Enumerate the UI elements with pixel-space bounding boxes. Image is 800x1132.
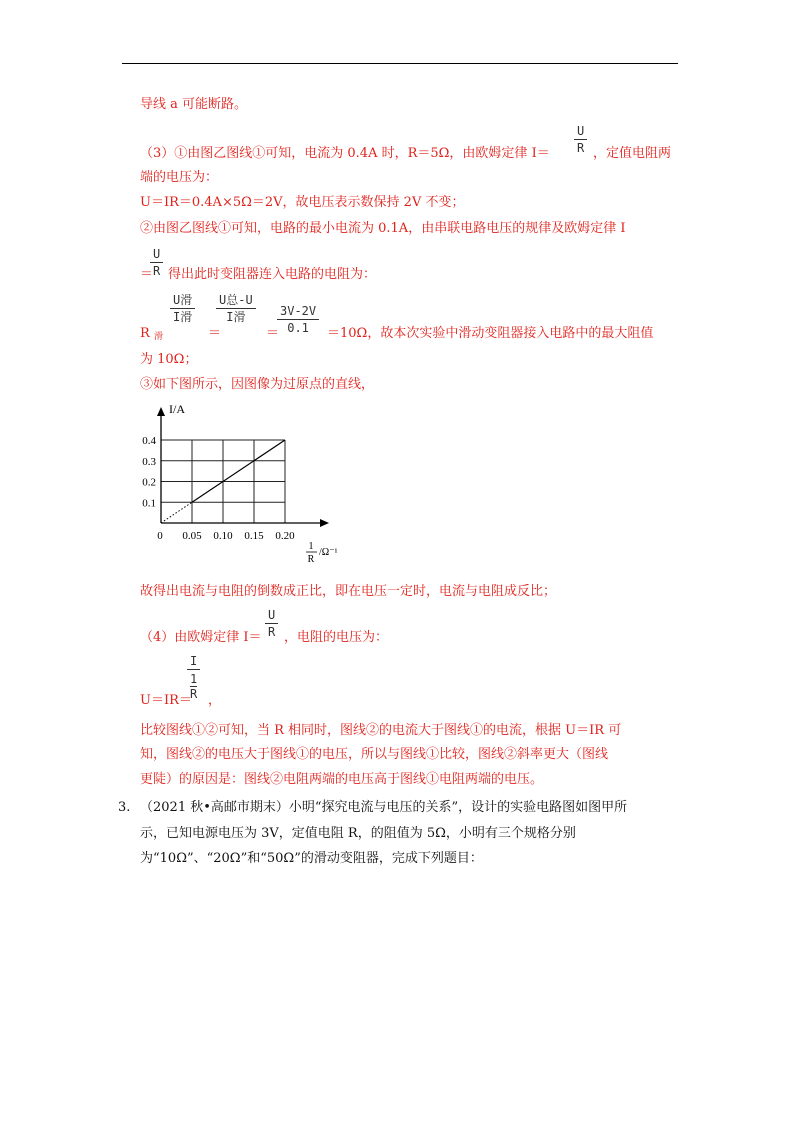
answer-line-5: ②由图乙图线①可知，电路的最小电流为 0.1A，由串联电路电压的规律及欧姆定律 I — [140, 221, 626, 236]
r-hua-label — [140, 326, 163, 345]
answer-line-13: 比较图线①②可知，当 R 相同时，图线②的电流大于图线①的电流，根据 U＝IR 可 — [140, 723, 622, 738]
inner-denominator: R — [190, 687, 198, 701]
x-tick-label: 0.15 — [244, 530, 264, 542]
answer-line-9: ③如下图所示，因图像为过原点的直线， — [140, 377, 375, 392]
x-axis-label-unit: /Ω⁻¹ — [319, 547, 338, 558]
equals-sign-1: ＝ — [140, 267, 154, 282]
fraction-3v-2v-over-0-1 — [277, 304, 319, 335]
answer-line-8: 为 10Ω； — [140, 352, 198, 367]
answer-line-6: 得出此时变阻器连入电路的电阻为： — [168, 267, 377, 282]
fraction-u-zong-minus-u-over-i-hua — [216, 293, 256, 324]
fraction-numerator: U — [150, 247, 163, 263]
answer-line-11b: ，电阻的电压为： — [284, 630, 389, 645]
problem-line-3: 为“10Ω”、“20Ω”和“50Ω”的滑动变阻器，完成下列题目： — [140, 851, 483, 866]
problem-line-1: （2021 秋•高邮市期末）小明“探究电流与电压的关系”，设计的实验电路图如图甲所 — [140, 800, 628, 815]
y-tick-label: 0.3 — [142, 455, 156, 468]
y-axis-label: I/A — [169, 402, 185, 416]
fraction-u-hua-over-i-hua — [170, 293, 195, 324]
fraction-numerator: U滑 — [170, 293, 195, 309]
inner-numerator: 1 — [190, 672, 198, 686]
origin-label: 0 — [157, 530, 163, 542]
fraction-numerator: U — [265, 608, 278, 624]
fraction-numerator: U — [574, 124, 587, 140]
trailing-comma: ， — [208, 693, 222, 708]
y-tick-label: 0.4 — [142, 435, 156, 447]
answer-line-2b: ，定值电阻两 — [593, 146, 672, 161]
problem-number: 3. — [118, 800, 131, 815]
y-tick-label: 0.2 — [142, 476, 156, 489]
x-tick-label: 0.10 — [213, 530, 233, 542]
x-axis-label-denominator: R — [307, 554, 315, 565]
answer-line-1: 导线 a 可能断路。 — [140, 97, 248, 112]
fraction-i-over-inverse-r — [187, 654, 200, 701]
answer-line-2a: （3）①由图乙图线①可知，电流为 0.4A 时，R＝5Ω，由欧姆定律 I＝ — [140, 146, 550, 161]
x-tick-label: 0.20 — [275, 530, 295, 542]
fraction-u-over-r-3 — [265, 608, 278, 639]
answer-line-12: U＝IR＝ — [140, 693, 192, 708]
answer-line-4: U＝IR＝0.4A×5Ω＝2V，故电压表示数保持 2V 不变； — [140, 195, 465, 210]
current-vs-inverse-resistance-chart — [140, 400, 360, 565]
fraction-numerator: 3V-2V — [277, 304, 319, 320]
answer-line-14: 知，图线②的电压大于图线①的电压，所以与图线①比较，图线②斜率更大（图线 — [140, 747, 609, 762]
problem-line-2: 示，已知电源电压为 3V，定值电阻 R，的阻值为 5Ω，小明有三个规格分别 — [140, 826, 576, 841]
fraction-denominator: I滑 — [173, 310, 193, 324]
answer-line-15: 更陡）的原因是：图线②电阻两端的电压高于图线①电阻两端的电压。 — [140, 772, 544, 787]
fraction-denominator: I滑 — [226, 310, 246, 324]
fraction-denominator: R — [268, 625, 276, 639]
answer-line-11a: （4）由欧姆定律 I＝ — [140, 630, 262, 645]
x-axis-label-numerator: 1 — [308, 541, 314, 552]
r-symbol: R — [140, 326, 150, 341]
x-axis-arrow — [320, 519, 329, 527]
fraction-denominator: 0.1 — [287, 321, 309, 335]
y-axis-arrow — [157, 407, 165, 416]
header-rule — [122, 63, 678, 64]
extrapolated-line — [161, 502, 192, 523]
answer-line-3: 端的电压为： — [140, 170, 219, 185]
fraction-denominator: R — [153, 264, 161, 278]
r-hua-subscript: 滑 — [153, 332, 163, 342]
data-line — [192, 440, 285, 502]
x-tick-label: 0.05 — [182, 530, 202, 542]
answer-line-7: ＝10Ω，故本次实验中滑动变阻器接入电路中的最大阻值 — [327, 326, 654, 341]
equals-sign-3: ＝ — [266, 326, 280, 341]
fraction-denominator: R — [577, 141, 585, 155]
fraction-numerator: U总-U — [216, 293, 256, 309]
fraction-denominator — [187, 670, 200, 701]
fraction-u-over-r-2 — [150, 247, 163, 278]
answer-line-10: 故得出电流与电阻的倒数成正比，即在电压一定时，电流与电阻成反比； — [140, 584, 557, 599]
fraction-u-over-r-1 — [574, 124, 587, 155]
y-tick-label: 0.1 — [142, 497, 156, 510]
equals-sign-2: ＝ — [208, 326, 222, 341]
fraction-numerator: I — [187, 654, 200, 670]
